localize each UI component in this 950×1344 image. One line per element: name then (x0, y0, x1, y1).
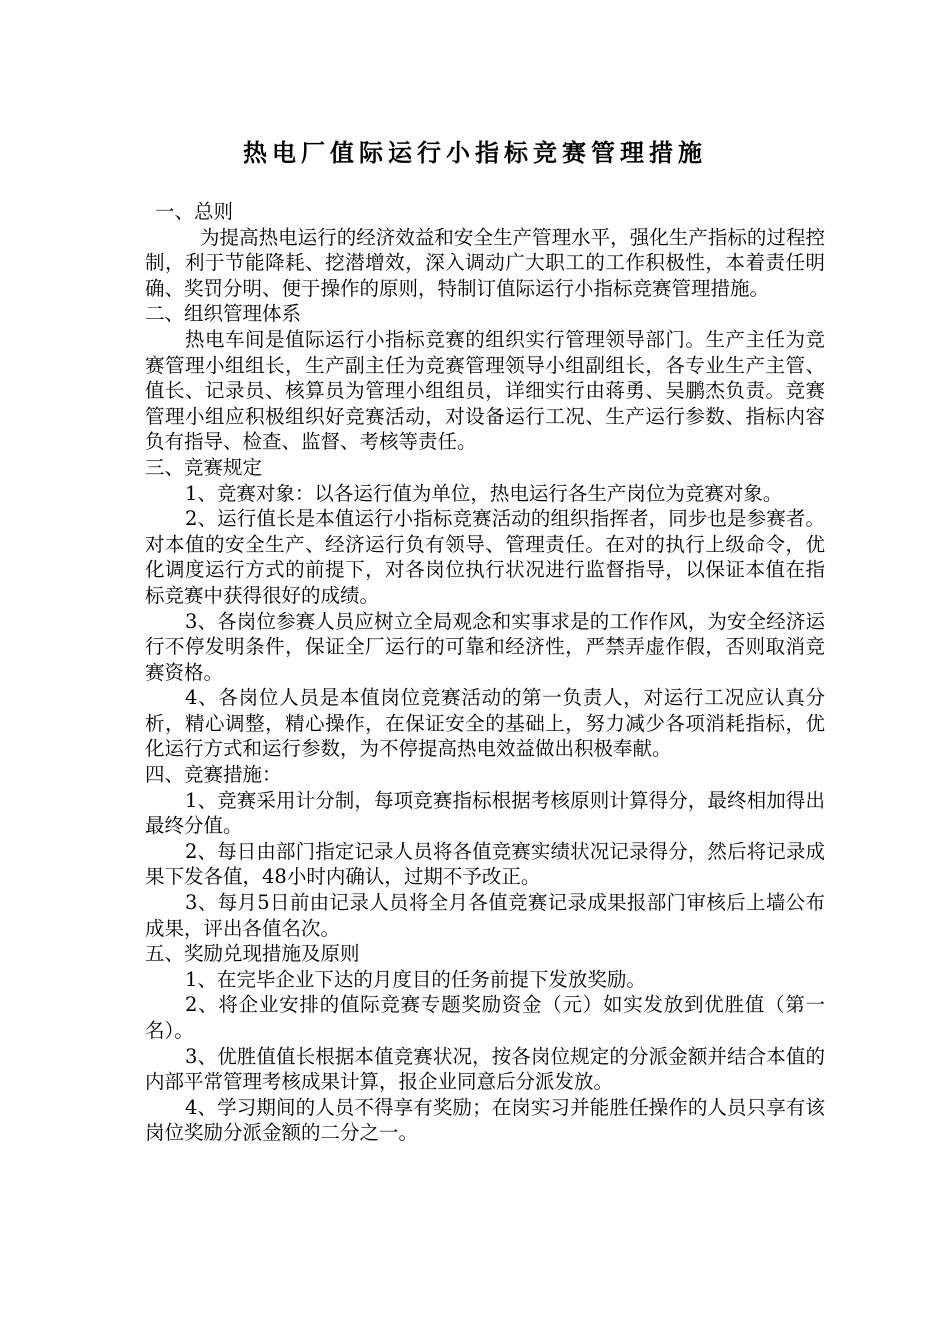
section-heading-general: 一、总则 (155, 200, 234, 223)
paragraph: 3、每月5日前由记录人员将全月各值竞赛记录成果报部门审核后上墙公布成果，评出各值名次。 (145, 891, 825, 940)
paragraph: 3、优胜值值长根据本值竞赛状况，按各岗位规定的分派金额并结合本值的内部平常管理考核成果计算，报企业同意后分派发放。 (145, 1044, 825, 1094)
paragraph: 1、在完毕企业下达的月度目的任务前提下发放奖励。 (185, 967, 646, 991)
paragraph: 1、竞赛采用计分制，每项竞赛指标根据考核原则计算得分，最终相加得出最终分值。 (145, 788, 825, 838)
section-heading-rules: 三、竞赛规定 (145, 455, 263, 479)
paragraph: 4、各岗位人员是本值岗位竞赛活动的第一负责人，对运行工况应认真分析，精心调整，精心操作，在保证安全的基础上，努力减少各项消耗指标，优化运行方式和运行参数，为不停提高热电效益做出积极奉献。 (145, 686, 825, 761)
paragraph: 2、将企业安排的值际竞赛专题奖励资金（元）如实发放到优胜值（第一名）。 (145, 993, 825, 1042)
paragraph: 2、每日由部门指定记录人员将各值竞赛实绩状况记录得分，然后将记录成果下发各值，48小时内确认，过期不予改正。 (145, 839, 825, 889)
paragraph: 3、各岗位参赛人员应树立全局观念和实事求是的工作作风，为安全经济运行不停发明条件，保证全厂运行的可靠和经济性，严禁弄虚作假，否则取消竞赛资格。 (145, 609, 825, 684)
paragraph: 热电车间是值际运行小指标竞赛的组织实行管理领导部门。生产主任为竞赛管理小组组长，生产副主任为竞赛管理领导小组副组长，各专业生产主管、值长、记录员、核算员为管理小组组员，详细实行由蒋勇、吴鹏杰负责。竞赛管理小组应积极组织好竞赛活动，对设备运行工况、生产运行参数、指标内容负有指导、检查、监督、考核等责任。 (145, 327, 825, 454)
paragraph: 1、竞赛对象：以各运行值为单位，热电运行各生产岗位为竞赛对象。 (185, 481, 783, 505)
section-heading-rewards: 五、奖励兑现措施及原则 (145, 942, 360, 966)
paragraph: 4、学习期间的人员不得享有奖励；在岗实习并能胜任操作的人员只享有该岗位奖励分派金额的二分之一。 (145, 1095, 825, 1145)
paragraph: 为提高热电运行的经济效益和安全生产管理水平，强化生产指标的过程控制，利于节能降耗、挖潜增效，深入调动广大职工的工作积极性，本着责任明确、奖罚分明、便于操作的原则，特制订值际运行小指标竞赛管理措施。 (145, 225, 825, 300)
document-body (145, 199, 825, 1146)
section-heading-organization: 二、组织管理体系 (145, 302, 302, 326)
section-heading-measures: 四、竞赛措施： (145, 763, 282, 787)
paragraph: 2、运行值长是本值运行小指标竞赛活动的组织指挥者，同步也是参赛者。对本值的安全生产、经济运行负有领导、管理责任。在对的执行上级命令，优化调度运行方式的前提下，对各岗位执行状况进行监督指导，以保证本值在指标竞赛中获得很好的成绩。 (145, 507, 825, 607)
document-title: 热电厂值际运行小指标竞赛管理措施 (243, 138, 707, 167)
